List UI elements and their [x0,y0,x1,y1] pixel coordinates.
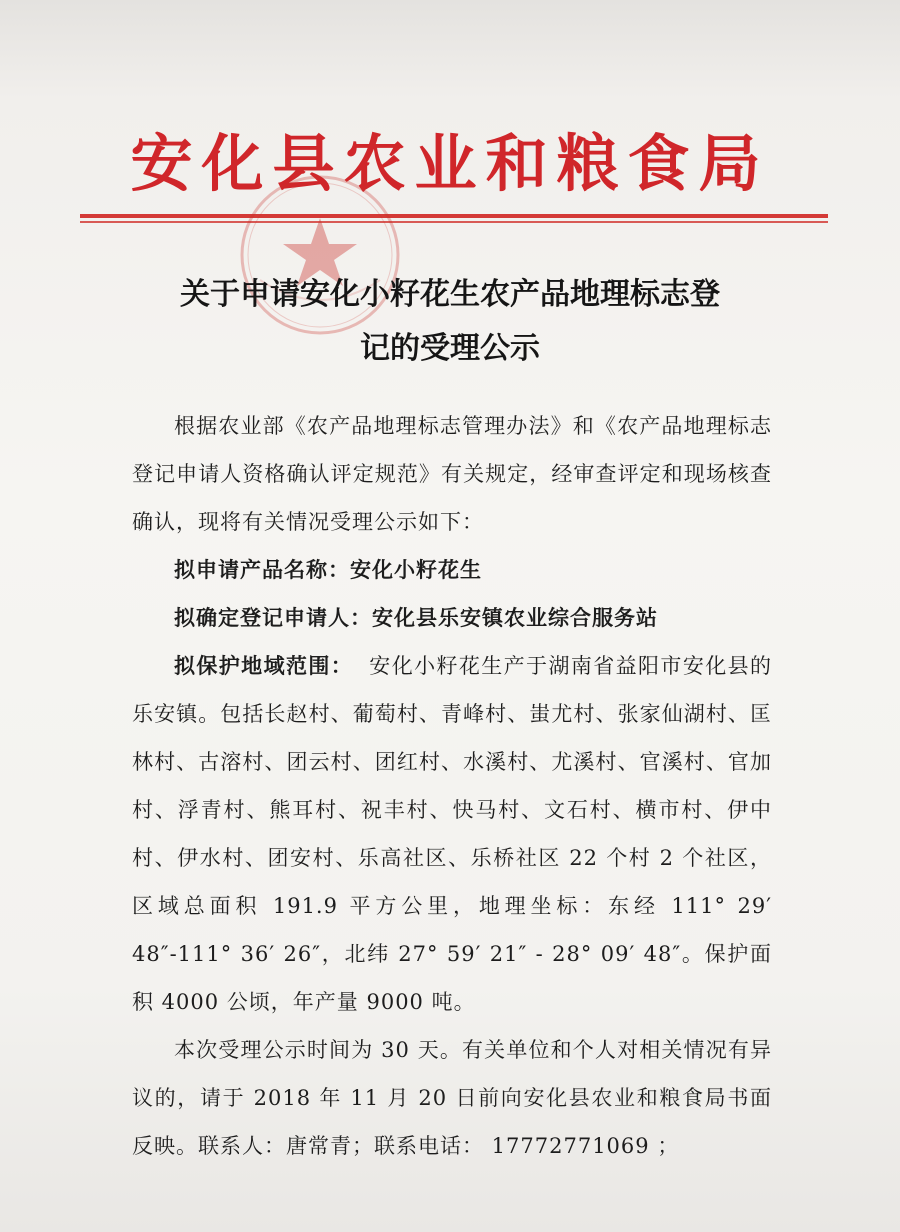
region-label: 拟保护地域范围： [174,653,354,678]
product-value: 安化小籽花生 [350,557,482,582]
document-body [132,402,772,1170]
document-title-line-1: 关于申请安化小籽花生农产品地理标志登 [180,277,720,312]
applicant-value: 安化县乐安镇农业综合服务站 [372,605,658,630]
applicant-label: 拟确定登记申请人： [174,605,372,630]
product-label: 拟申请产品名称： [174,557,350,582]
letterhead-rule-thin [80,221,828,223]
intro-paragraph: 根据农业部《农产品地理标志管理办法》和《农产品地理标志登记申请人资格确认评定规范》有关规定，经审查评定和现场核查确认，现将有关情况受理公示如下： [132,414,772,534]
product-paragraph [132,546,772,594]
applicant-paragraph [132,594,772,642]
letterhead-title: 安化县农业和粮食局 [130,127,770,200]
document-title [110,268,790,376]
closing-paragraph: 本次受理公示时间为 30 天。有关单位和个人对相关情况有异议的，请于 2018 年 11 月 20 日前向安化县农业和粮食局书面反映。联系人：唐常青；联系电话： 17772771069 ； [132,1038,772,1158]
document-title-line-2: 记的受理公示 [360,331,540,366]
region-paragraph [132,642,772,1026]
region-value: 安化小籽花生产于湖南省益阳市安化县的乐安镇。包括长赵村、葡萄村、青峰村、蚩尤村、张家仙湖村、匡林村、古溶村、团云村、团红村、水溪村、尤溪村、官溪村、官加村、浮青村、熊耳村、祝丰村、快马村、文石村、横市村、伊中村、伊水村、团安村、乐高社区、乐桥社区 22 个村 2 个社区，区域总面积 191.9 平方公里，地理坐标：东经 111° 29′ 48″-111° 36′ 26″，北纬 27° 59′ 21″ - 28° 09′ 48″。保护面积 4000 公顷，年产量 9000 吨。 [132,654,772,1014]
letterhead-rule-thick [80,214,828,218]
